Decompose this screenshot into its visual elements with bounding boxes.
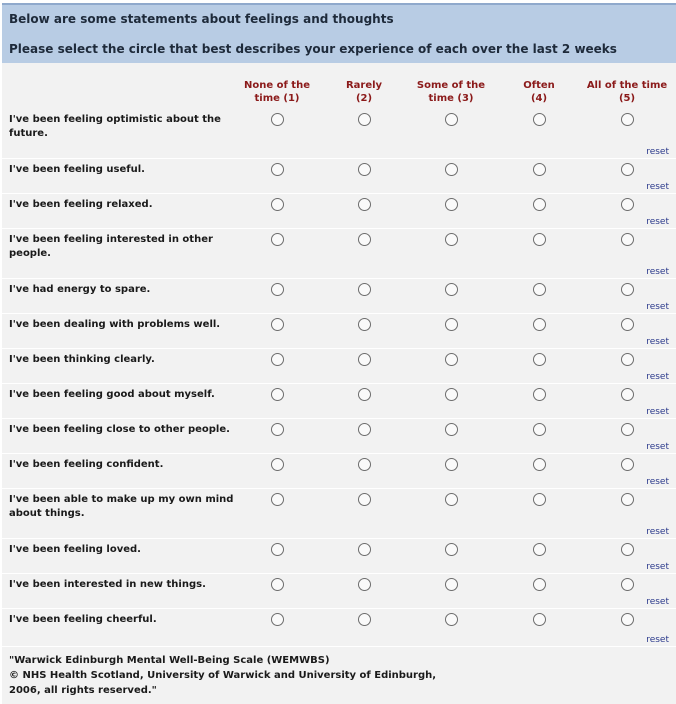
radio-option-3[interactable] (445, 578, 458, 591)
radio-option-3[interactable] (445, 163, 458, 176)
question-row (2, 489, 676, 539)
radio-option-3[interactable] (445, 423, 458, 436)
header-instruction: Please select the circle that best describes your experience of each over the last 2 weeks (9, 42, 617, 56)
radio-option-1[interactable] (271, 233, 284, 246)
radio-option-5[interactable] (621, 233, 634, 246)
radio-option-1[interactable] (271, 353, 284, 366)
column-header-all (582, 79, 672, 105)
radio-option-2[interactable] (358, 163, 371, 176)
column-header-line: (2) (355, 93, 373, 104)
radio-option-5[interactable] (621, 388, 634, 401)
question-row (2, 574, 676, 609)
radio-option-1[interactable] (271, 198, 284, 211)
radio-option-4[interactable] (533, 493, 546, 506)
radio-option-1[interactable] (271, 283, 284, 296)
question-text: I've been able to make up my own mind about things. (9, 494, 234, 519)
column-header-line: (4) (530, 93, 548, 104)
column-header-line: time (1) (254, 93, 300, 104)
radio-option-5[interactable] (621, 113, 634, 126)
column-header-line: (5) (618, 93, 636, 104)
radio-option-5[interactable] (621, 283, 634, 296)
reset-link[interactable]: reset (646, 302, 669, 312)
radio-option-3[interactable] (445, 353, 458, 366)
radio-option-1[interactable] (271, 493, 284, 506)
radio-option-2[interactable] (358, 353, 371, 366)
footer-line-3: 2006, all rights reserved." (9, 685, 157, 696)
radio-option-1[interactable] (271, 458, 284, 471)
question-text: I've been feeling cheerful. (9, 614, 157, 625)
radio-option-2[interactable] (358, 198, 371, 211)
question-row (2, 454, 676, 489)
reset-link[interactable]: reset (646, 597, 669, 607)
radio-option-2[interactable] (358, 388, 371, 401)
radio-option-1[interactable] (271, 318, 284, 331)
question-text: I've been feeling useful. (9, 164, 145, 175)
question-text: I've been thinking clearly. (9, 354, 155, 365)
radio-option-1[interactable] (271, 163, 284, 176)
radio-option-5[interactable] (621, 578, 634, 591)
radio-option-4[interactable] (533, 113, 546, 126)
radio-option-5[interactable] (621, 543, 634, 556)
reset-link[interactable]: reset (646, 562, 669, 572)
radio-option-5[interactable] (621, 353, 634, 366)
question-row (2, 419, 676, 454)
column-headers (2, 63, 676, 109)
radio-option-4[interactable] (533, 543, 546, 556)
radio-option-2[interactable] (358, 113, 371, 126)
question-text: I've been feeling interested in other people. (9, 234, 213, 259)
radio-option-3[interactable] (445, 493, 458, 506)
question-row (2, 609, 676, 647)
radio-option-4[interactable] (533, 198, 546, 211)
footer-line-1: "Warwick Edinburgh Mental Well-Being Scale (WEMWBS) (9, 655, 330, 666)
radio-option-2[interactable] (358, 283, 371, 296)
radio-option-5[interactable] (621, 318, 634, 331)
radio-option-2[interactable] (358, 543, 371, 556)
radio-option-1[interactable] (271, 113, 284, 126)
survey-header (2, 3, 676, 63)
radio-option-5[interactable] (621, 198, 634, 211)
radio-option-5[interactable] (621, 493, 634, 506)
question-row (2, 229, 676, 279)
radio-option-1[interactable] (271, 613, 284, 626)
question-row (2, 159, 676, 194)
question-text: I've been interested in new things. (9, 579, 206, 590)
radio-option-2[interactable] (358, 613, 371, 626)
reset-link[interactable]: reset (646, 635, 669, 645)
reset-link[interactable]: reset (646, 477, 669, 487)
radio-option-1[interactable] (271, 423, 284, 436)
radio-option-2[interactable] (358, 233, 371, 246)
question-row (2, 384, 676, 419)
radio-option-2[interactable] (358, 318, 371, 331)
radio-option-3[interactable] (445, 198, 458, 211)
radio-option-3[interactable] (445, 543, 458, 556)
radio-option-3[interactable] (445, 113, 458, 126)
question-text: I've been feeling confident. (9, 459, 164, 470)
column-header-line: Rarely (345, 80, 383, 91)
radio-option-2[interactable] (358, 578, 371, 591)
radio-option-4[interactable] (533, 458, 546, 471)
radio-option-5[interactable] (621, 163, 634, 176)
radio-option-3[interactable] (445, 613, 458, 626)
column-header-line: Often (523, 80, 555, 91)
reset-link[interactable]: reset (646, 442, 669, 452)
radio-option-3[interactable] (445, 458, 458, 471)
header-intro: Below are some statements about feelings and thoughts (9, 12, 394, 26)
radio-option-1[interactable] (271, 543, 284, 556)
question-row (2, 349, 676, 384)
copyright-footer (2, 647, 676, 704)
radio-option-5[interactable] (621, 613, 634, 626)
radio-option-4[interactable] (533, 388, 546, 401)
radio-option-4[interactable] (533, 578, 546, 591)
radio-option-4[interactable] (533, 423, 546, 436)
reset-link[interactable]: reset (646, 147, 669, 157)
reset-link[interactable]: reset (646, 337, 669, 347)
reset-link[interactable]: reset (646, 407, 669, 417)
radio-option-2[interactable] (358, 458, 371, 471)
reset-link[interactable]: reset (646, 527, 669, 537)
question-text: I've been feeling relaxed. (9, 199, 153, 210)
question-row (2, 314, 676, 349)
column-header-line: time (3) (428, 93, 474, 104)
question-text: I've been dealing with problems well. (9, 319, 221, 330)
question-row (2, 194, 676, 229)
radio-option-4[interactable] (533, 283, 546, 296)
column-header-line: None of the (243, 80, 310, 91)
question-text: I've been feeling close to other people. (9, 424, 230, 435)
reset-link[interactable]: reset (646, 372, 669, 382)
radio-option-3[interactable] (445, 283, 458, 296)
radio-option-4[interactable] (533, 613, 546, 626)
radio-option-5[interactable] (621, 458, 634, 471)
radio-option-3[interactable] (445, 318, 458, 331)
radio-option-3[interactable] (445, 388, 458, 401)
question-text: I've been feeling optimistic about the future. (9, 114, 221, 139)
footer-line-2: © NHS Health Scotland, University of Warwick and University of Edinburgh, (9, 670, 437, 681)
reset-link[interactable]: reset (646, 182, 669, 192)
radio-option-1[interactable] (271, 578, 284, 591)
radio-option-3[interactable] (445, 233, 458, 246)
question-row (2, 539, 676, 574)
radio-option-2[interactable] (358, 493, 371, 506)
column-header-line: All of the time (586, 80, 668, 91)
question-text: I've been feeling good about myself. (9, 389, 215, 400)
radio-option-4[interactable] (533, 233, 546, 246)
reset-link[interactable]: reset (646, 267, 669, 277)
question-row (2, 279, 676, 314)
radio-option-5[interactable] (621, 423, 634, 436)
radio-option-1[interactable] (271, 388, 284, 401)
reset-link[interactable]: reset (646, 217, 669, 227)
radio-option-2[interactable] (358, 423, 371, 436)
radio-option-4[interactable] (533, 318, 546, 331)
question-text: I've been feeling loved. (9, 544, 141, 555)
question-row (2, 109, 676, 159)
column-header-rarely (319, 79, 409, 105)
column-header-some (406, 79, 496, 105)
column-header-none (232, 79, 322, 105)
radio-option-4[interactable] (533, 163, 546, 176)
radio-option-4[interactable] (533, 353, 546, 366)
column-header-often (494, 79, 584, 105)
question-text: I've had energy to spare. (9, 284, 151, 295)
column-header-line: Some of the (416, 80, 486, 91)
